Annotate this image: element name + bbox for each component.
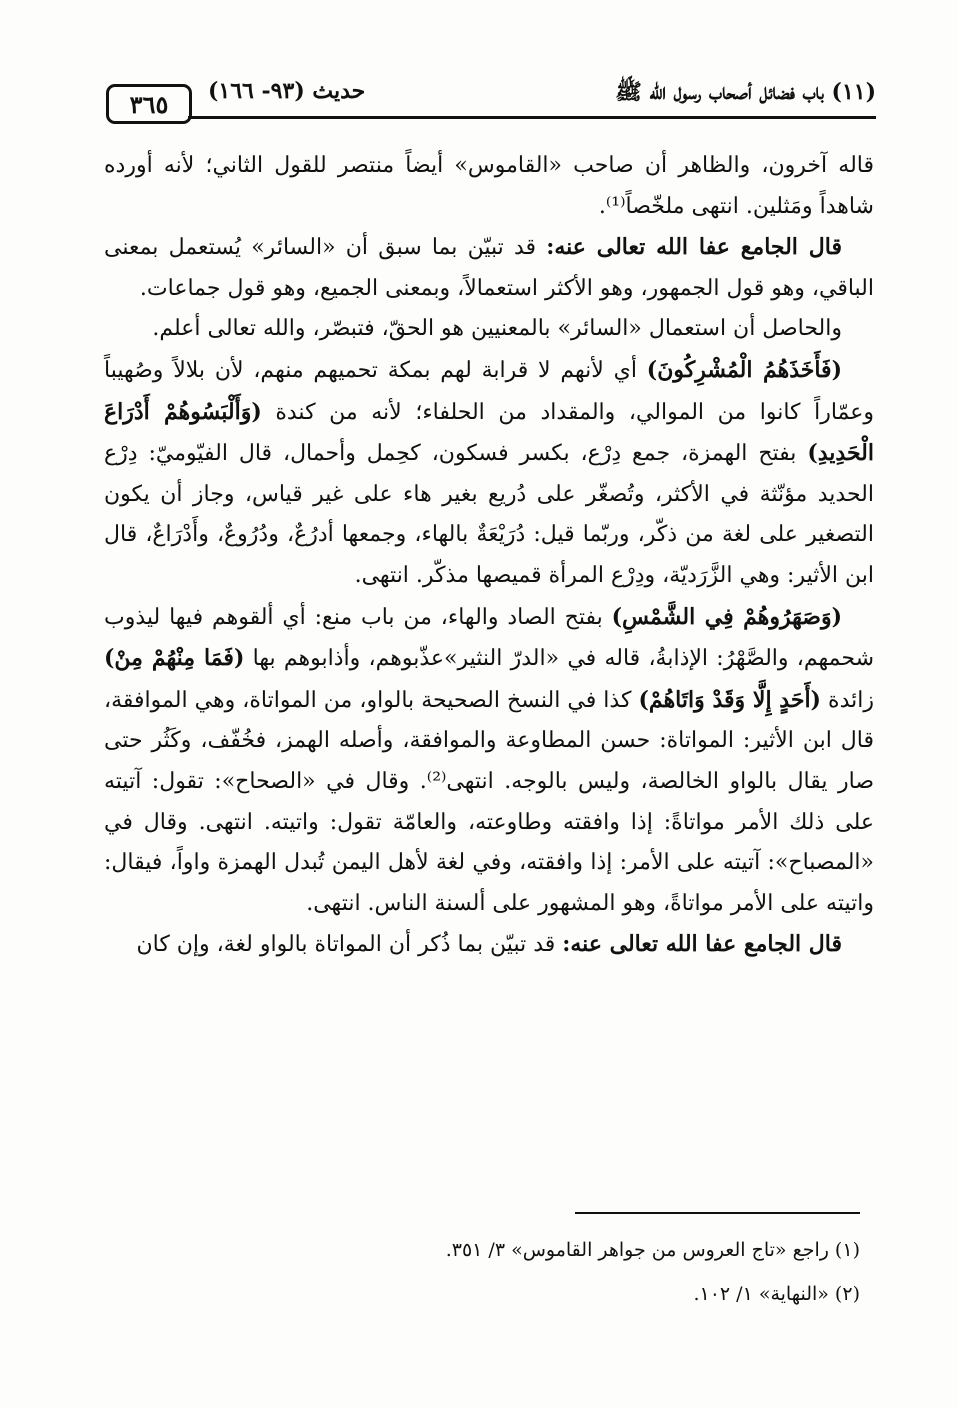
paragraph-5 <box>104 597 874 925</box>
paragraph-6-text: قد تبيّن بما ذُكر أن المواتاة بالواو لغة، وإن كان <box>136 932 563 958</box>
paragraph-1: قاله آخرون، والظاهر أن صاحب «القاموس» أيضاً منتصر للقول الثاني؛ لأنه أورده شاهداً ومَثلين. انتهى ملخّصاً⁽¹⁾. <box>104 153 874 219</box>
commentary-text: كذا في النسخ الصحيحة بالواو، من المواتاة، وهي الموافقة، قال ابن الأثير: المواتاة: حسن المطاوعة والموافقة، وأصله الهمز، فخُفّف، وكَثُر حتى صار يقال بالواو الخالصة، وليس بالوجه. انتهى⁽²⁾. وقال في «الصحاح»: تقول: آتيته على ذلك الأمر مواتاةً: إذا وافقته وطاوعته، والعامّة تقول: واتيته. انتهى. وقال في «المصباح»: آتيته على الأمر: إذا وافقته، وفي لغة لأهل اليمن تُبدل الهمزة واواً، فيقال: واتيته على الأمر مواتاةً، وهو المشهور على ألسنة الناس. انتهى. <box>104 687 875 916</box>
commentary-text: أي لأنهم لا قرابة لهم بمكة تحميهم منهم، لأن بلالاً وصُهيباً وعمّاراً كانوا من الموالي، والمقداد من الحلفاء؛ لأنه من كندة <box>104 357 875 425</box>
hadith-range: حديث (٩٣- ١٦٦) <box>208 78 366 104</box>
editor-note-lead: قال الجامع عفا الله تعالى عنه: <box>562 931 842 958</box>
footnote-2: (٢) «النهاية» ١/ ١٠٢. <box>693 1283 860 1305</box>
page-number: ٣٦٥ <box>106 84 192 124</box>
hadith-quote: (وَأَلْبَسُوهُمْ أَدْرَاعَ الْحَدِيدِ) <box>104 398 874 467</box>
header-rule <box>188 116 876 119</box>
footnote-rule <box>575 1212 860 1214</box>
paragraph-4 <box>104 350 874 597</box>
commentary-text: زائدة <box>820 687 874 713</box>
page-header <box>106 78 876 128</box>
body-text <box>104 146 874 966</box>
hadith-quote: (وَصَهَرُوهُمْ فِي الشَّمْسِ) <box>611 603 842 630</box>
hadith-quote: (فَمَا مِنْهُمْ مِنْ) <box>104 645 245 672</box>
paragraph-3: والحاصل أن استعمال «السائر» بالمعنيين هو الحقّ، فتبصّر، والله تعالى أعلم. <box>152 316 842 342</box>
footnotes <box>104 1228 860 1316</box>
commentary-text: بفتح الهمزة، جمع دِرْع، بكسر فسكون، كحِمل وأحمال، قال الفيّوميّ: دِرْع الحديد مؤنّثة في الأكثر، وتُصغّر على دُريع بغير هاء على غير قياس، وجاز أن يكون التصغير على لغة من ذكّر، وربّما قيل: دُرَيْعَةٌ بالهاء، وجمعها أدرُعٌ، ودُرُوعٌ، وأَدْرَاعٌ، قال ابن الأثير: وهي الزَّرَديّة، ودِرْع المرأة قميصها مذكّر. انتهى. <box>104 441 874 588</box>
editor-note-lead: قال الجامع عفا الله تعالى عنه: <box>546 234 842 261</box>
paragraph-6 <box>104 924 874 966</box>
hadith-quote: (فَأَخَذَهُمُ الْمُشْرِكُونَ) <box>646 356 842 383</box>
commentary-text: بفتح الصاد والهاء، من باب منع: أي ألقوهم فيها ليذوب شحمهم، والصَّهْرُ: الإذابةُ، قاله في «الدرّ النثير»عذّبوهم، وأذابوهم بها <box>104 604 875 672</box>
footnote-1: (١) راجع «تاج العروس من جواهر القاموس» ٣/ ٣٥١. <box>445 1239 860 1261</box>
chapter-title: (١١) باب فضائل أصحاب رسول الله ﷺ <box>615 79 876 105</box>
hadith-quote: (أَحَدٍ إِلَّا وَقَدْ وَاتَاهُمْ) <box>638 686 821 713</box>
paragraph-2-text: قد تبيّن بما سبق أن «السائر» يُستعمل بمعنى الباقي، وهو قول الجمهور، وهو الأكثر استعمالاً، وبمعنى الجميع، وهو قول جماعات. <box>104 235 874 301</box>
paragraph-2 <box>104 227 874 309</box>
